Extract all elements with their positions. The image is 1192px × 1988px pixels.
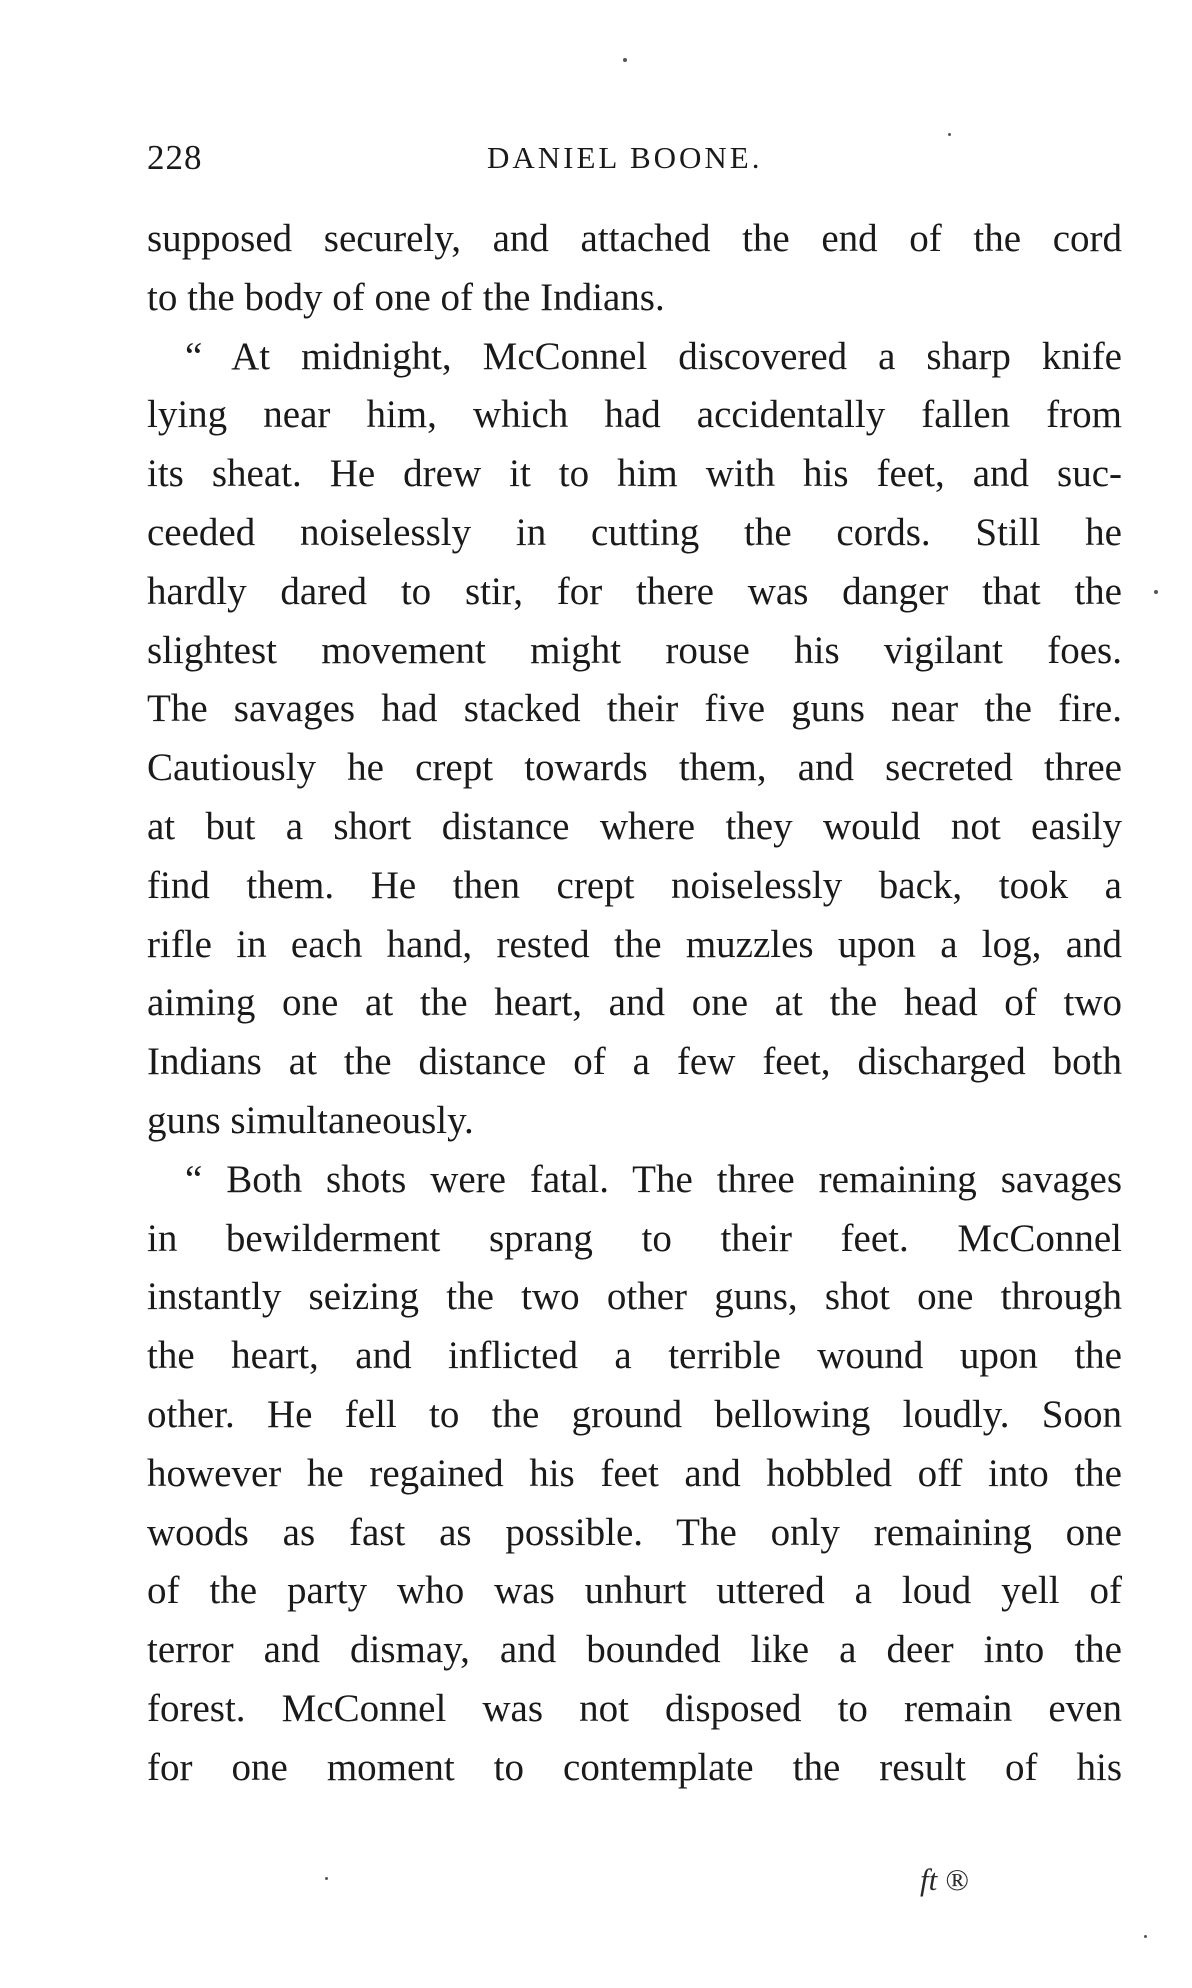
text-line: the heart, and inflicted a terrible wound upon the — [147, 1334, 1122, 1378]
text-line: supposed securely, and attached the end of the cord — [147, 217, 1122, 260]
ink-speck — [325, 1877, 328, 1880]
text-line: terror and dismay, and bounded like a deer into the — [147, 1628, 1122, 1672]
text-line: other. He fell to the ground bellowing loudly. Soon — [147, 1392, 1122, 1436]
text-line: Cautiously he crept towards them, and secreted three — [147, 746, 1122, 790]
text-line: guns simultaneously. — [147, 1098, 474, 1142]
footer-mark: ft ® — [920, 1862, 969, 1897]
text-line: in bewilderment sprang to their feet. McConnel — [147, 1216, 1122, 1260]
ink-speck — [948, 133, 951, 136]
text-line: to the body of one of the Indians. — [147, 275, 665, 319]
text-line: The savages had stacked their five guns near the fire. — [147, 687, 1122, 731]
text-line: instantly seizing the two other guns, shot one through — [147, 1275, 1122, 1319]
text-line: find them. He then crept noiselessly back, took a — [147, 863, 1122, 907]
running-title: DANIEL BOONE. — [487, 140, 763, 175]
text-line: aiming one at the heart, and one at the head of two — [147, 981, 1122, 1025]
text-line: “ Both shots were fatal. The three remaining savages — [185, 1157, 1122, 1201]
text-line: forest. McConnel was not disposed to remain even — [147, 1686, 1122, 1730]
running-head — [147, 138, 1122, 188]
text-line: woods as fast as possible. The only remaining one — [147, 1510, 1122, 1554]
ink-speck — [1144, 1935, 1147, 1938]
page-number: 228 — [147, 138, 203, 177]
text-line: for one moment to contemplate the result of his — [147, 1745, 1122, 1789]
text-line: of the party who was unhurt uttered a loud yell of — [147, 1569, 1122, 1613]
text-line: slightest movement might rouse his vigilant foes. — [147, 628, 1122, 672]
text-line: ceeded noiselessly in cutting the cords. Still he — [147, 510, 1122, 554]
ink-speck — [1154, 590, 1158, 594]
text-line: however he regained his feet and hobbled off into the — [147, 1451, 1122, 1495]
text-line: its sheat. He drew it to him with his feet, and suc- — [147, 452, 1122, 496]
text-line: rifle in each hand, rested the muzzles upon a log, and — [147, 922, 1122, 966]
text-line: hardly dared to stir, for there was danger that the — [147, 569, 1122, 613]
body-text — [147, 210, 1122, 1798]
ink-speck — [623, 58, 627, 62]
text-line: at but a short distance where they would not easily — [147, 804, 1122, 848]
text-line: “ At midnight, McConnel discovered a sharp knife — [185, 334, 1122, 378]
text-line: lying near him, which had accidentally fallen from — [147, 393, 1122, 437]
text-line: Indians at the distance of a few feet, discharged both — [147, 1040, 1122, 1084]
